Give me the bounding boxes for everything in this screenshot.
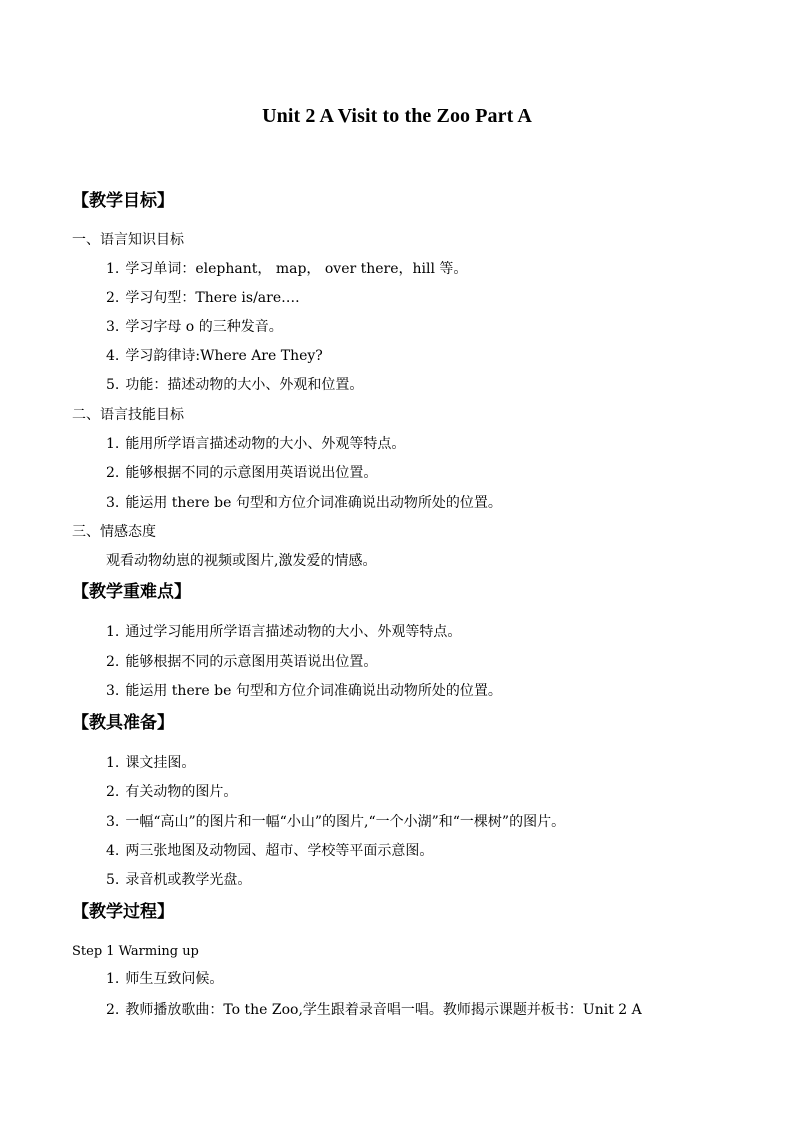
- list-item: [106, 318, 283, 336]
- list-item: [106, 623, 461, 641]
- subheading-attitude: 三、情感态度: [72, 524, 156, 540]
- section-heading-materials: 【教具准备】: [72, 713, 174, 733]
- list-item: [106, 1001, 642, 1019]
- item-text: 能用所学语言描述动物的大小、外观等特点。: [125, 436, 406, 452]
- list-item: [106, 970, 223, 988]
- item-number: 5.: [106, 872, 120, 888]
- list-item: [106, 376, 363, 394]
- item-text: 学习韵律诗:Where Are They?: [125, 348, 323, 364]
- item-text: 两三张地图及动物园、超市、学校等平面示意图。: [125, 843, 434, 859]
- item-text: 功能：描述动物的大小、外观和位置。: [125, 377, 364, 393]
- item-number: 2.: [106, 1002, 120, 1018]
- item-number: 2.: [106, 465, 120, 481]
- item-number: 5.: [106, 377, 120, 393]
- section-heading-key-points: 【教学重难点】: [72, 582, 191, 602]
- item-text: 学习字母 o 的三种发音。: [125, 319, 283, 335]
- item-number: 1.: [106, 755, 120, 771]
- list-item: [106, 871, 251, 889]
- item-text: 学习句型：There is/are….: [125, 290, 300, 306]
- paragraph: 观看动物幼崽的视频或图片,激发爱的情感。: [106, 553, 377, 569]
- item-number: 2.: [106, 654, 120, 670]
- item-number: 3.: [106, 683, 120, 699]
- subheading-language-skill: 二、语言技能目标: [72, 407, 184, 423]
- item-number: 4.: [106, 348, 120, 364]
- item-text: 能够根据不同的示意图用英语说出位置。: [125, 654, 378, 670]
- item-text: 一幅“高山”的图片和一幅“小山”的图片,“一个小湖”和“一棵树”的图片。: [125, 814, 566, 830]
- list-item: [106, 754, 195, 772]
- step-heading: Step 1 Warming up: [72, 944, 199, 959]
- subheading-language-knowledge: 一、语言知识目标: [72, 232, 184, 248]
- item-text: 通过学习能用所学语言描述动物的大小、外观等特点。: [125, 624, 462, 640]
- list-item: [106, 260, 467, 278]
- list-item: [106, 842, 433, 860]
- item-number: 3.: [106, 814, 120, 830]
- item-number: 1.: [106, 971, 120, 987]
- item-number: 4.: [106, 843, 120, 859]
- section-heading-goals: 【教学目标】: [72, 191, 174, 211]
- list-item: [106, 464, 377, 482]
- item-number: 3.: [106, 495, 120, 511]
- list-item: [106, 813, 565, 831]
- item-text: 能运用 there be 句型和方位介词准确说出动物所处的位置。: [125, 495, 502, 511]
- item-text: 教师播放歌曲：To the Zoo,学生跟着录音唱一唱。教师揭示课题并板书：Unit 2 A: [125, 1002, 642, 1018]
- section-heading-process: 【教学过程】: [72, 902, 174, 922]
- list-item: [106, 783, 237, 801]
- document-title: Unit 2 A Visit to the Zoo Part A: [262, 105, 532, 127]
- list-item: [106, 435, 405, 453]
- list-item: [106, 347, 323, 365]
- list-item: [106, 494, 502, 512]
- item-text: 能运用 there be 句型和方位介词准确说出动物所处的位置。: [125, 683, 502, 699]
- item-number: 1.: [106, 624, 120, 640]
- item-text: 有关动物的图片。: [125, 784, 238, 800]
- list-item: [106, 289, 300, 307]
- item-number: 1.: [106, 261, 120, 277]
- item-text: 师生互致问候。: [125, 971, 224, 987]
- list-item: [106, 682, 502, 700]
- item-text: 课文挂图。: [125, 755, 196, 771]
- list-item: [106, 653, 377, 671]
- item-number: 1.: [106, 436, 120, 452]
- item-text: 录音机或教学光盘。: [125, 872, 252, 888]
- item-number: 2.: [106, 784, 120, 800]
- item-number: 2.: [106, 290, 120, 306]
- item-number: 3.: [106, 319, 120, 335]
- item-text: 学习单词：elephant， map， over there，hill 等。: [125, 261, 468, 277]
- item-text: 能够根据不同的示意图用英语说出位置。: [125, 465, 378, 481]
